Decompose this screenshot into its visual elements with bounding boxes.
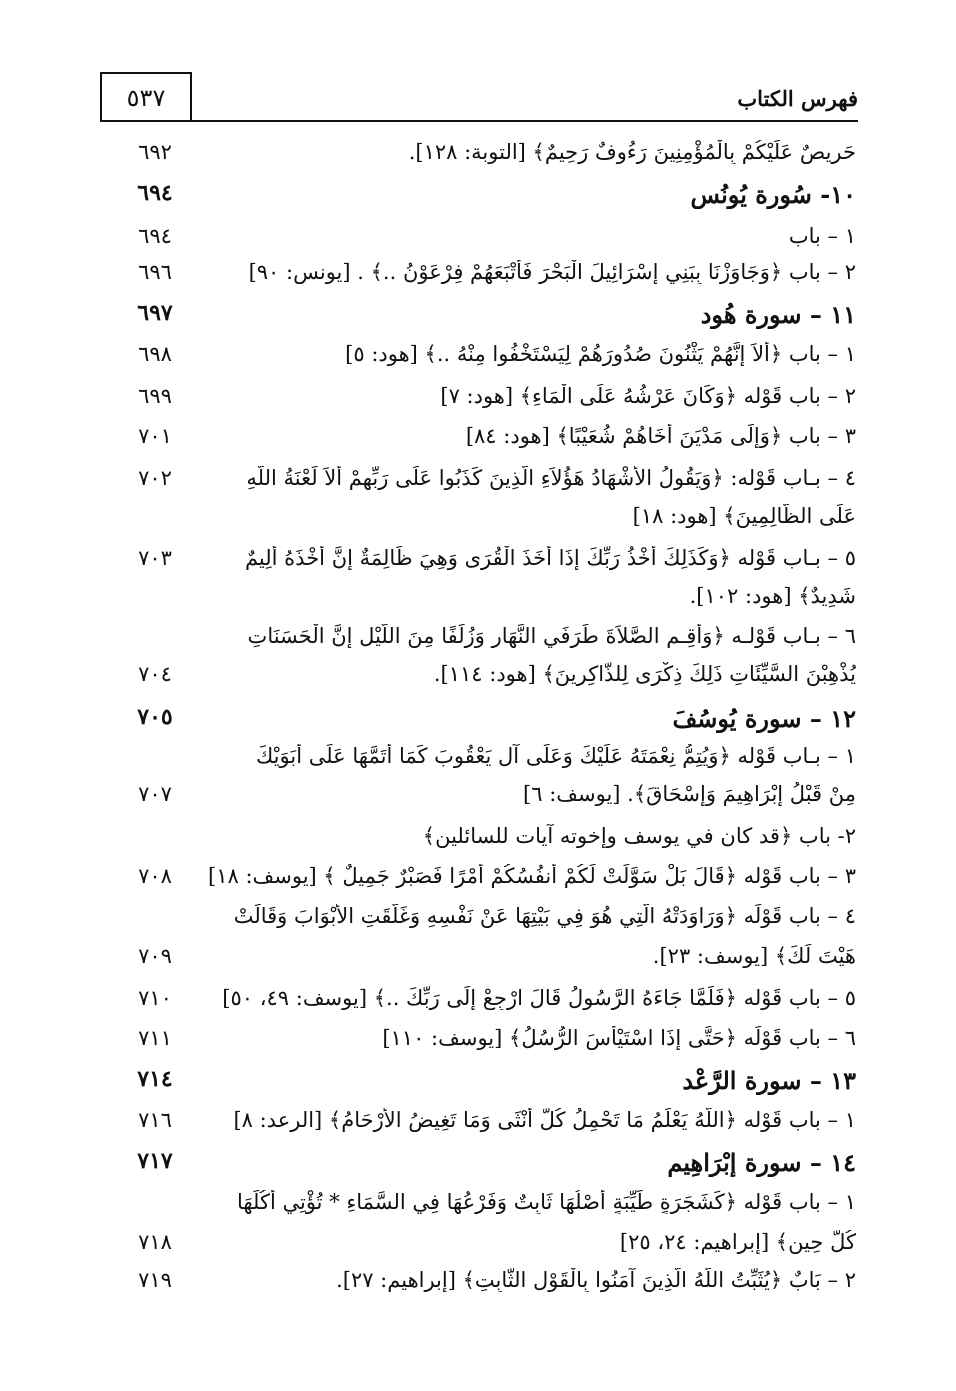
entry-page-number: ٧١٠ (138, 986, 172, 1010)
entry-text: شَدِيدٌ﴾ [هود: ١٠٢]. (689, 584, 856, 608)
surah-heading: ١١ – سورة هُود (700, 300, 856, 329)
entry-text: ١ – باب قَوْله ﴿كَشَجَرَةٍ طَيِّبَةٍ أَصْلُهَا ثَابِتٌ وَفَرْعُهَا فِي السَّمَاءِ * تُؤْتِي أُكُلَهَا (236, 1190, 856, 1214)
entry-page-number: ٦٩٩ (138, 384, 172, 408)
entry-text: ٤ – باب قَوْلَه ﴿وَرَاوَدَتْهُ الَّتِي هُوَ فِي بَيْتِهَا عَنْ نَفْسِهِ وَغَلَّقَتِ الأَبْوَابَ وَقَالَتْ (233, 904, 856, 928)
surah-heading: ١٢ – سورة يُوسُفَ (672, 704, 856, 733)
entry-page-number: ٦٩٦ (138, 260, 172, 284)
entry-page-number: ٧٠٥ (137, 704, 173, 730)
entry-text: ٥ – باب قَوْله ﴿فَلَمَّا جَاءَهُ الرَّسُولُ قَالَ ارْجِعْ إِلَى رَبِّكَ ..﴾ [يوسف: ٤٩، ٥٠] (222, 986, 856, 1010)
entry-page-number: ٧٠٨ (138, 864, 172, 888)
surah-heading: ١٣ – سورة الرَّعْد (682, 1066, 856, 1095)
entry-text: عَلَى الظَّالِمِينَ﴾ [هود: ١٨] (632, 504, 856, 528)
entry-page-number: ٧١٦ (138, 1108, 172, 1132)
entry-text: ٢ – باب قَوْله ﴿وَكَانَ عَرْشُهُ عَلَى الْمَاءِ﴾ [هود: ٧] (440, 384, 856, 408)
entry-text: يُذْهِبْنَ السَّيِّئَاتِ ذَلِكَ ذِكْرَى لِلذَّاكِرِينَ﴾ [هود: ١١٤]. (433, 662, 856, 686)
entry-text: ١ – باب قَوْله ﴿اللَّهُ يَعْلَمُ مَا تَحْمِلُ كُلُّ أُنْثَى وَمَا تَغِيضُ الأَرْحَامُ﴾ [الرعد: ٨] (233, 1108, 856, 1132)
entry-text: مِنْ قَبْلُ إِبْرَاهِيمَ وَإِسْحَاقَ﴾. [يوسف: ٦] (523, 782, 856, 806)
entry-text: ١ – باب ﴿أَلاَ إِنَّهُمْ يَثْنُونَ صُدُورَهُمْ لِيَسْتَخْفُوا مِنْهُ ..﴾ [هود: ٥] (345, 342, 856, 366)
entry-text: هَيْتَ لَكَ﴾ [يوسف: ٢٣]. (652, 944, 856, 968)
entry-page-number: ٧١٨ (138, 1230, 172, 1254)
entry-text: ٥ – بـاب قَوْله ﴿وَكَذَلِكَ أَخْذُ رَبِّكَ إِذَا أَخَذَ الْقُرَى وَهِيَ ظَالِمَةٌ إِنَّ أَخْذَهُ أَلِيمٌ (244, 546, 856, 570)
entry-page-number: ٧٠٩ (138, 944, 172, 968)
entry-page-number: ٧٠٤ (138, 662, 172, 686)
entry-page-number: ٧٠١ (138, 424, 172, 448)
entry-text: ٦ – بـاب قَوْلـه ﴿وَأَقِـمِ الصَّلاَةَ طَرَفَيِ النَّهَارِ وَزُلَفًا مِنَ اللَّيْلِ إِنَّ الْحَسَنَاتِ (247, 624, 856, 648)
entry-page-number: ٦٩٧ (137, 300, 173, 326)
entry-page-number: ٧١٤ (137, 1066, 173, 1092)
entry-page-number: ٦٩٤ (137, 180, 173, 206)
entry-text: ٢ – بَابٌ ﴿يُثَبِّتُ اللَّهُ الَّذِينَ آمَنُوا بِالْقَوْلِ الثَّابِتِ﴾ [إبراهيم: ٢٧]. (336, 1268, 856, 1292)
entry-text: كُلَّ حِينٍ﴾ [إبراهيم: ٢٤، ٢٥] (619, 1230, 856, 1254)
entry-page-number: ٧٠٧ (138, 782, 172, 806)
entry-text: حَرِيصٌ عَلَيْكُمْ بِالْمُؤْمِنِينَ رَءُوفٌ رَحِيمٌ﴾ [التوبة: ١٢٨]. (408, 140, 856, 164)
entry-text: ٢ – باب ﴿وَجَاوَزْنَا بِبَنِي إِسْرَائِيلَ الْبَحْرَ فَأَتْبَعَهُمْ فِرْعَوْنُ ..﴾ . [يونس: ٩٠] (248, 260, 856, 284)
entry-text: ٣ – باب ﴿وَإِلَى مَدْيَنَ أَخَاهُمْ شُعَيْبًا﴾ [هود: ٨٤] (465, 424, 856, 448)
header-title: فهرس الكتاب (737, 86, 858, 111)
entry-page-number: ٦٩٤ (138, 224, 172, 248)
entry-text: ٢- باب ﴿قد كان في يوسف وإخوته آيات للسائلين﴾ (422, 824, 856, 848)
page-number: ٥٣٧ (100, 72, 192, 120)
entry-text: ٣ – باب قَوْله ﴿قَالَ بَلْ سَوَّلَتْ لَكُمْ أَنفُسُكُمْ أَمْرًا فَصَبْرٌ جَمِيلٌ ﴾ [يوسف: ١٨] (208, 864, 856, 888)
entry-page-number: ٧١١ (138, 1026, 172, 1050)
entry-page-number: ٦٩٨ (138, 342, 172, 366)
page-header (100, 66, 858, 122)
entry-text: ١ – باب (788, 224, 856, 248)
entry-page-number: ٦٩٢ (138, 140, 172, 164)
surah-heading: ١٤ – سورة إِبْرَاهِيم (667, 1148, 856, 1177)
entry-text: ٤ – بـاب قَوْله: ﴿وَيَقُولُ الأَشْهَادُ هَؤُلاَءِ الَّذِينَ كَذَبُوا عَلَى رَبِّهِمْ أَلاَ لَعْنَةُ اللَّهِ (246, 466, 856, 490)
entry-page-number: ٧١٧ (137, 1148, 173, 1174)
entry-page-number: ٧١٩ (138, 1268, 172, 1292)
entry-page-number: ٧٠٣ (138, 546, 172, 570)
surah-heading: ١٠- سُورة يُونُس (690, 180, 856, 209)
entry-text: ٦ – باب قَوْلَه ﴿حَتَّى إِذَا اسْتَيْأَسَ الرُّسُلُ﴾ [يوسف: ١١٠] (382, 1026, 856, 1050)
entry-text: ١ – بـاب قَوْله ﴿وَيُتِمُّ نِعْمَتَهُ عَلَيْكَ وَعَلَى آلِ يَعْقُوبَ كَمَا أَتَمَّهَا عَلَى أَبَوَيْكَ (255, 744, 856, 768)
entry-page-number: ٧٠٢ (138, 466, 172, 490)
